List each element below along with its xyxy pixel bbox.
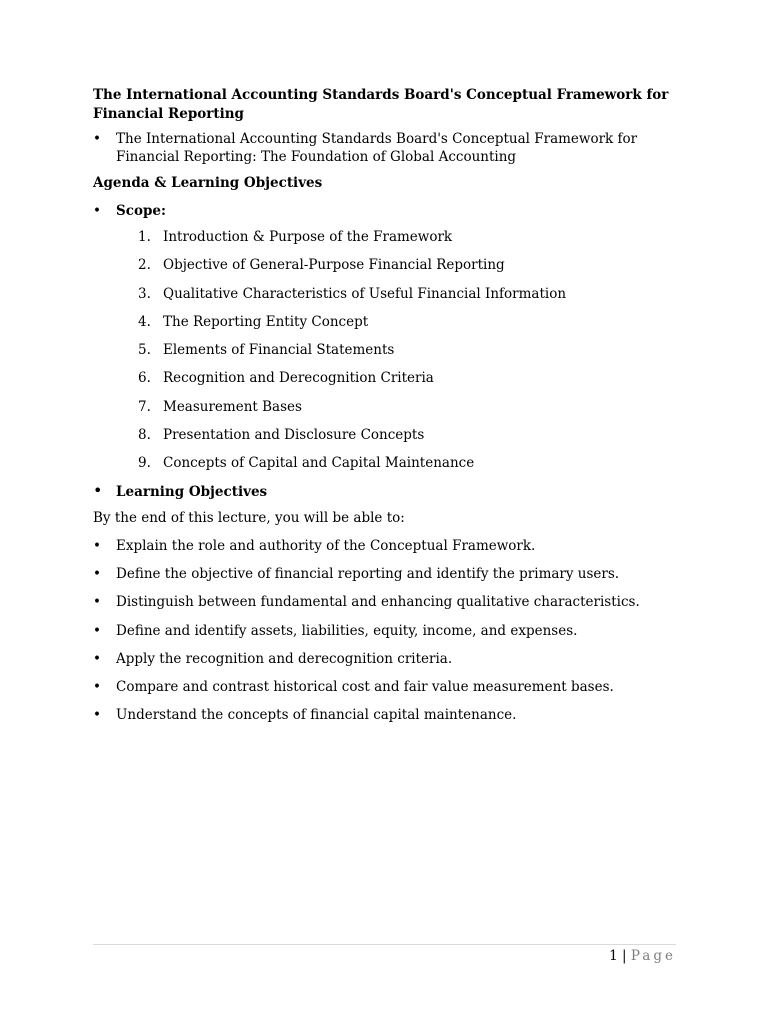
list-item-number: 9.	[138, 455, 151, 472]
list-item	[93, 426, 683, 444]
document-page	[93, 86, 683, 735]
bullet-icon: •	[93, 480, 103, 500]
bullet-icon: •	[93, 565, 101, 582]
list-item-number: 6.	[138, 370, 151, 387]
page-number: 1	[609, 948, 618, 964]
list-item	[93, 706, 683, 724]
list-item-number: 1.	[138, 229, 151, 245]
list-item-number: 4.	[138, 313, 151, 330]
scope-list	[93, 228, 683, 472]
footer-divider	[93, 944, 676, 945]
list-item-text: Objective of General-Purpose Financial Reporting	[163, 257, 505, 274]
list-item	[93, 565, 683, 583]
objective-text: Define and identify assets, liabilities, equity, income, and expenses.	[116, 622, 578, 639]
list-item	[93, 398, 683, 416]
bullet-icon: •	[93, 650, 101, 667]
list-item	[93, 593, 683, 611]
list-item-text: Presentation and Disclosure Concepts	[163, 427, 425, 444]
page-word: Page	[630, 948, 676, 964]
list-item-number: 3.	[138, 285, 151, 302]
footer-separator: |	[621, 948, 627, 964]
objective-text: Explain the role and authority of the Conceptual Framework.	[116, 537, 536, 554]
list-item	[93, 678, 683, 696]
list-item	[93, 313, 683, 331]
objective-text: Understand the concepts of financial capital maintenance.	[116, 707, 517, 724]
learning-bullet	[93, 480, 683, 501]
list-item-number: 7.	[138, 398, 151, 415]
bullet-icon: •	[93, 622, 101, 639]
list-item-number: 2.	[138, 257, 151, 274]
scope-bullet	[93, 202, 683, 220]
list-item	[93, 256, 683, 274]
agenda-heading: Agenda & Learning Objectives	[93, 175, 323, 191]
list-item-number: 5.	[138, 342, 151, 359]
bullet-icon: •	[93, 203, 101, 219]
learning-label: Learning Objectives	[116, 483, 268, 500]
scope-label: Scope:	[116, 203, 166, 219]
bullet-icon: •	[93, 537, 101, 554]
learning-intro: By the end of this lecture, you will be able to:	[93, 509, 405, 526]
intro-bullet-text: The International Accounting Standards Board's Conceptual Framework for Financial Reporting: The Foundation of Global Accounting	[116, 131, 638, 165]
intro-bullet	[93, 130, 683, 166]
list-item	[93, 228, 683, 246]
list-item-text: Introduction & Purpose of the Framework	[163, 229, 453, 245]
list-item-text: The Reporting Entity Concept	[163, 313, 369, 330]
objective-text: Apply the recognition and derecognition criteria.	[116, 650, 453, 667]
list-item	[93, 454, 683, 472]
list-item	[93, 650, 683, 668]
bullet-icon: •	[93, 594, 101, 611]
list-item-number: 8.	[138, 427, 151, 444]
bullet-icon: •	[93, 707, 101, 724]
list-item-text: Elements of Financial Statements	[163, 342, 395, 359]
page-footer	[609, 947, 676, 965]
list-item-text: Concepts of Capital and Capital Maintenance	[163, 455, 475, 472]
objective-text: Define the objective of financial reporting and identify the primary users.	[116, 565, 620, 582]
list-item	[93, 537, 683, 555]
list-item	[93, 285, 683, 303]
list-item-text: Recognition and Derecognition Criteria	[163, 370, 434, 387]
bullet-icon: •	[93, 679, 101, 696]
document-title: The International Accounting Standards Board's Conceptual Framework for Financial Reporting	[93, 87, 669, 122]
objective-text: Compare and contrast historical cost and fair value measurement bases.	[116, 679, 614, 696]
bullet-icon: •	[93, 131, 101, 147]
list-item-text: Qualitative Characteristics of Useful Financial Information	[163, 285, 567, 302]
objectives-list	[93, 537, 683, 725]
list-item-text: Measurement Bases	[163, 398, 302, 415]
objective-text: Distinguish between fundamental and enhancing qualitative characteristics.	[116, 594, 640, 611]
list-item	[93, 369, 683, 387]
list-item	[93, 622, 683, 640]
list-item	[93, 341, 683, 359]
